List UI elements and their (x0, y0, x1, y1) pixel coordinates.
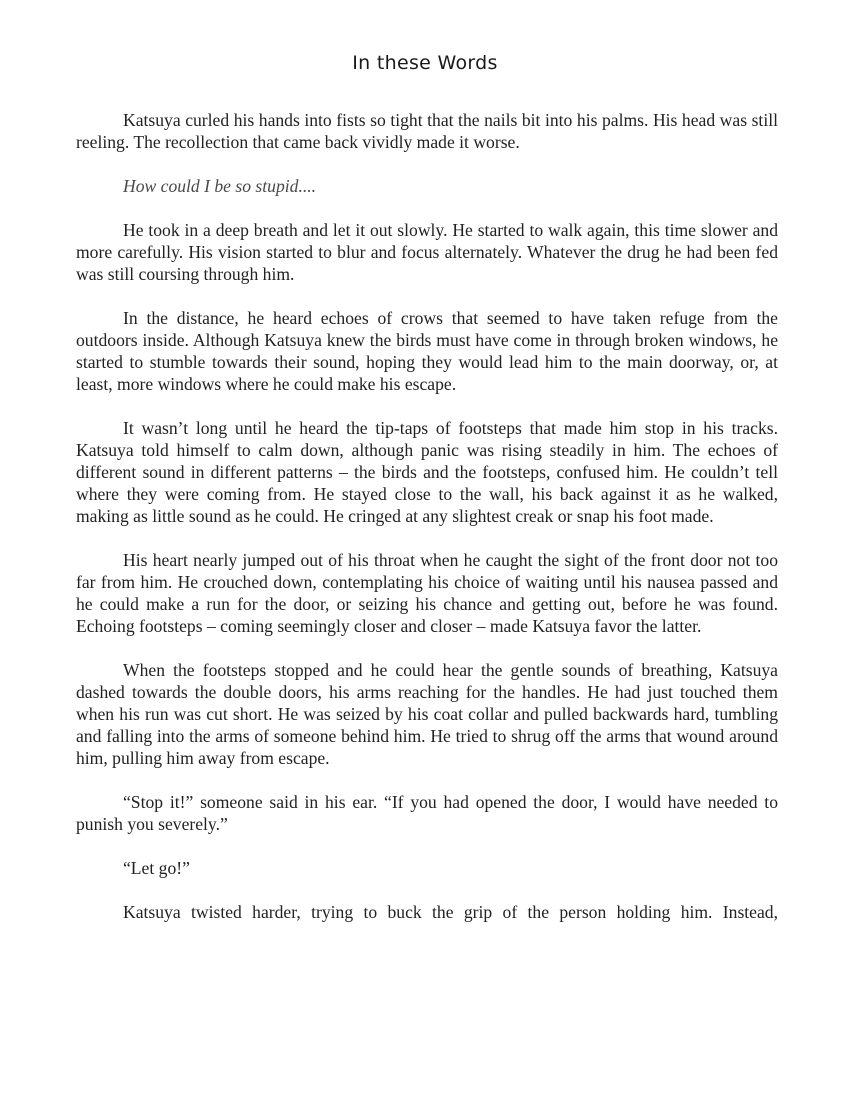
body-text (76, 109, 778, 923)
paragraph: In the distance, he heard echoes of crows that seemed to have taken refuge from the outdoors inside. Although Katsuya knew the birds must have come in through broken windows, he started to stumble towards their sound, hoping they would lead him to the main doorway, or, at least, more windows where he could make his escape. (76, 308, 778, 394)
paragraph: His heart nearly jumped out of his throat when he caught the sight of the front door not too far from him. He crouched down, contemplating his choice of waiting until his nausea passed and he could make a run for the door, or seizing his chance and getting out, before he was found. Echoing footsteps – coming seemingly closer and closer – made Katsuya favor the latter. (76, 550, 778, 636)
dialogue-paragraph: “Let go!” (123, 858, 190, 878)
running-head-title: In these Words (352, 52, 498, 74)
inner-thought-paragraph: How could I be so stupid.... (123, 176, 317, 196)
paragraph: He took in a deep breath and let it out slowly. He started to walk again, this time slower and more carefully. His vision started to blur and focus alternately. Whatever the drug he had been fed was still coursing through him. (76, 220, 778, 284)
paragraph: It wasn’t long until he heard the tip-taps of footsteps that made him stop in his tracks. Katsuya told himself to calm down, although panic was rising steadily in him. The echoes of different sound in different patterns – the birds and the footsteps, confused him. He couldn’t tell where they were coming from. He stayed close to the wall, his back against it as he walked, making as little sound as he could. He cringed at any slightest creak or snap his foot made. (76, 418, 778, 526)
paragraph: Katsuya twisted harder, trying to buck the grip of the person holding him. Instead, (123, 902, 778, 922)
dialogue-paragraph: “Stop it!” someone said in his ear. “If you had opened the door, I would have needed to punish you severely.” (76, 792, 778, 834)
paragraph: When the footsteps stopped and he could hear the gentle sounds of breathing, Katsuya dashed towards the double doors, his arms reaching for the handles. He had just touched them when his run was cut short. He was seized by his coat collar and pulled backwards hard, tumbling and falling into the arms of someone behind him. He tried to shrug off the arms that wound around him, pulling him away from escape. (76, 660, 778, 768)
paragraph: Katsuya curled his hands into fists so tight that the nails bit into his palms. His head was still reeling. The recollection that came back vividly made it worse. (76, 110, 778, 152)
